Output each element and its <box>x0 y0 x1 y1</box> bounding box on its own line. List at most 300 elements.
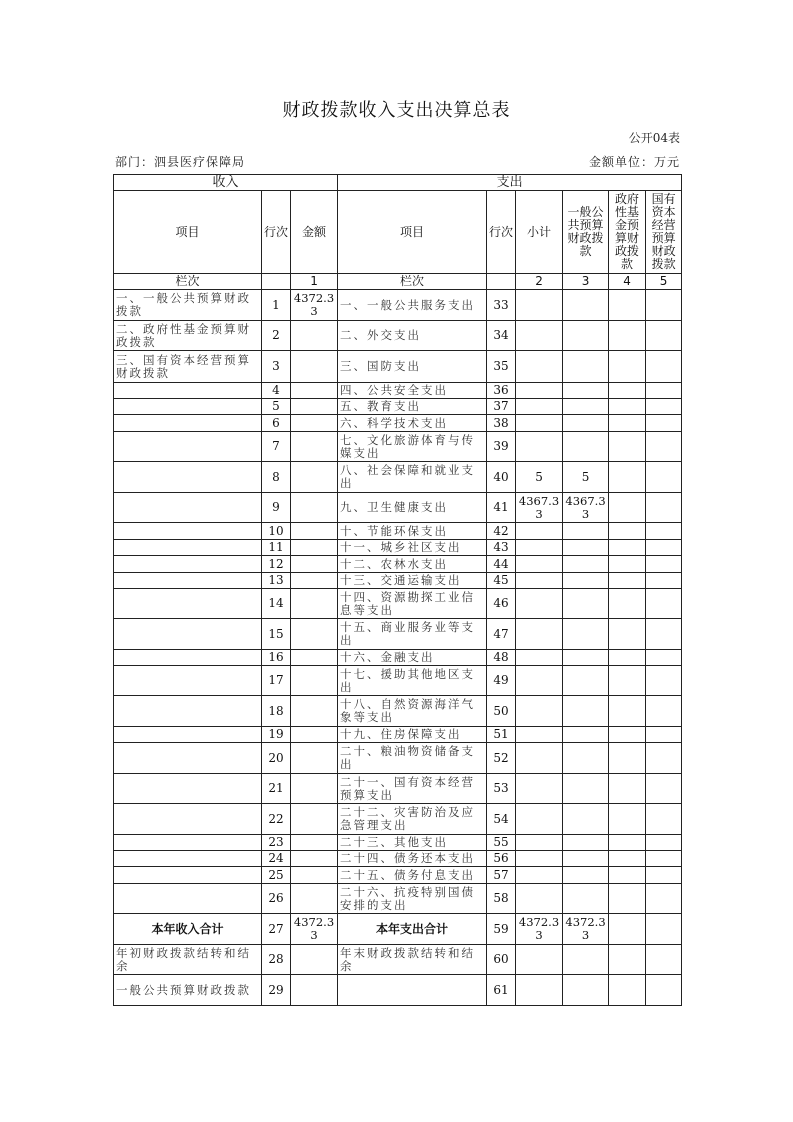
income-item-cell <box>114 867 262 884</box>
subtotal-cell <box>516 351 563 383</box>
subtotal-cell <box>516 835 563 851</box>
income-line-cell: 1 <box>262 290 291 321</box>
income-line-cell: 11 <box>262 540 291 556</box>
income-item-cell <box>114 884 262 914</box>
general-budget-cell <box>563 867 609 884</box>
gov-fund-cell <box>609 743 646 774</box>
general-budget-cell <box>563 556 609 573</box>
subtotal-cell <box>516 696 563 727</box>
income-amount-cell <box>291 884 338 914</box>
subtotal-cell <box>516 867 563 884</box>
gov-fund-cell <box>609 666 646 696</box>
income-line-cell: 26 <box>262 884 291 914</box>
state-capital-cell <box>646 743 682 774</box>
table-row <box>114 696 682 727</box>
state-capital-cell <box>646 945 682 975</box>
expense-item-cell: 五、教育支出 <box>338 399 487 415</box>
unit-label: 金额单位：万元 <box>588 155 680 169</box>
expense-item-cell: 二十三、其他支出 <box>338 835 487 851</box>
expense-item-cell: 三、国防支出 <box>338 351 487 383</box>
income-item-cell <box>114 493 262 523</box>
subtotal-cell <box>516 589 563 619</box>
income-amount-cell <box>291 804 338 835</box>
table-row <box>114 540 682 556</box>
table-row <box>114 914 682 945</box>
expense-line-cell: 51 <box>487 727 516 743</box>
state-capital-cell <box>646 493 682 523</box>
income-amount-cell <box>291 727 338 743</box>
subtotal-cell <box>516 432 563 462</box>
expense-item-cell: 十四、资源勘探工业信息等支出 <box>338 589 487 619</box>
income-line-cell: 7 <box>262 432 291 462</box>
general-budget-cell <box>563 589 609 619</box>
expense-line-cell: 35 <box>487 351 516 383</box>
expense-item-cell: 六、科学技术支出 <box>338 415 487 432</box>
income-amount-cell <box>291 835 338 851</box>
state-capital-cell <box>646 399 682 415</box>
expense-item-cell: 十六、金融支出 <box>338 650 487 666</box>
income-group-header: 收入 <box>114 175 338 191</box>
expense-item-cell: 二十四、债务还本支出 <box>338 851 487 867</box>
income-amount-cell <box>291 867 338 884</box>
gov-fund-cell <box>609 573 646 589</box>
table-row <box>114 835 682 851</box>
table-row <box>114 945 682 975</box>
income-line-cell: 15 <box>262 619 291 650</box>
general-budget-cell <box>563 945 609 975</box>
general-budget-cell <box>563 650 609 666</box>
income-line-cell: 24 <box>262 851 291 867</box>
expense-line-cell: 52 <box>487 743 516 774</box>
general-budget-cell <box>563 774 609 804</box>
page-title: 财政拨款收入支出决算总表 <box>282 100 511 121</box>
gov-fund-cell <box>609 914 646 945</box>
income-amount-cell <box>291 432 338 462</box>
general-budget-cell <box>563 804 609 835</box>
col-num-2: 2 <box>516 274 563 290</box>
gov-fund-cell <box>609 727 646 743</box>
expense-line-cell: 57 <box>487 867 516 884</box>
expense-item-cell: 四、公共安全支出 <box>338 383 487 399</box>
state-capital-cell <box>646 914 682 945</box>
expense-item-cell: 十三、交通运输支出 <box>338 573 487 589</box>
general-budget-header: 一般公共预算财政拨款 <box>563 191 609 274</box>
table-row <box>114 666 682 696</box>
state-capital-cell <box>646 975 682 1006</box>
income-item-cell <box>114 696 262 727</box>
state-capital-cell <box>646 351 682 383</box>
income-line-cell: 22 <box>262 804 291 835</box>
gov-fund-cell <box>609 290 646 321</box>
gov-fund-cell <box>609 867 646 884</box>
subtotal-cell <box>516 540 563 556</box>
gov-fund-cell <box>609 945 646 975</box>
general-budget-cell <box>563 851 609 867</box>
expense-line-cell: 55 <box>487 835 516 851</box>
income-amount-cell <box>291 743 338 774</box>
income-amount-cell <box>291 619 338 650</box>
state-capital-cell <box>646 804 682 835</box>
income-item-cell <box>114 399 262 415</box>
expense-line-cell: 44 <box>487 556 516 573</box>
general-budget-cell <box>563 835 609 851</box>
col-num-3: 3 <box>563 274 609 290</box>
table-row <box>114 383 682 399</box>
state-capital-header: 国有资本经营预算财政拨款 <box>646 191 682 274</box>
empty-cell <box>262 274 291 290</box>
income-line-header: 行次 <box>262 191 291 274</box>
subtotal-cell <box>516 290 563 321</box>
expense-item-cell: 九、卫生健康支出 <box>338 493 487 523</box>
table-row <box>114 462 682 493</box>
expense-group-header: 支出 <box>338 175 682 191</box>
subtotal-cell <box>516 774 563 804</box>
col-num-4: 4 <box>609 274 646 290</box>
col-num-1: 1 <box>291 274 338 290</box>
table-row <box>114 556 682 573</box>
income-item-cell: 三、国有资本经营预算财政拨款 <box>114 351 262 383</box>
expense-item-cell: 八、社会保障和就业支出 <box>338 462 487 493</box>
income-line-cell: 10 <box>262 523 291 540</box>
income-item-cell <box>114 851 262 867</box>
expense-item-cell: 二十一、国有资本经营预算支出 <box>338 774 487 804</box>
gov-fund-cell <box>609 556 646 573</box>
income-line-cell: 20 <box>262 743 291 774</box>
state-capital-cell <box>646 540 682 556</box>
income-line-cell: 23 <box>262 835 291 851</box>
expense-item-cell: 十二、农林水支出 <box>338 556 487 573</box>
income-line-cell: 9 <box>262 493 291 523</box>
income-item-cell <box>114 666 262 696</box>
general-budget-cell <box>563 619 609 650</box>
income-line-cell: 8 <box>262 462 291 493</box>
subtotal-cell <box>516 975 563 1006</box>
income-amount-cell <box>291 351 338 383</box>
income-item-header: 项目 <box>114 191 262 274</box>
income-amount-cell <box>291 493 338 523</box>
expense-item-cell: 十五、商业服务业等支出 <box>338 619 487 650</box>
expense-line-cell: 56 <box>487 851 516 867</box>
expense-line-cell: 59 <box>487 914 516 945</box>
gov-fund-cell <box>609 774 646 804</box>
gov-fund-cell <box>609 351 646 383</box>
income-line-cell: 6 <box>262 415 291 432</box>
expense-item-cell: 二十、粮油物资储备支出 <box>338 743 487 774</box>
income-amount-cell <box>291 556 338 573</box>
income-item-cell <box>114 540 262 556</box>
general-budget-cell <box>563 523 609 540</box>
income-item-cell <box>114 573 262 589</box>
state-capital-cell <box>646 619 682 650</box>
state-capital-cell <box>646 573 682 589</box>
income-line-cell: 28 <box>262 945 291 975</box>
expense-line-cell: 53 <box>487 774 516 804</box>
table-row <box>114 975 682 1006</box>
column-number-row <box>114 274 682 290</box>
general-budget-cell: 4372.33 <box>563 914 609 945</box>
group-header-row <box>114 175 682 191</box>
expense-line-cell: 38 <box>487 415 516 432</box>
expense-item-cell <box>338 975 487 1006</box>
subtotal-cell <box>516 945 563 975</box>
income-line-cell: 13 <box>262 573 291 589</box>
general-budget-cell <box>563 383 609 399</box>
subtotal-cell <box>516 556 563 573</box>
expense-line-cell: 43 <box>487 540 516 556</box>
form-number: 公开04表 <box>628 131 680 145</box>
income-item-cell: 本年收入合计 <box>114 914 262 945</box>
expense-item-cell: 二十二、灾害防治及应急管理支出 <box>338 804 487 835</box>
gov-fund-cell <box>609 696 646 727</box>
income-line-cell: 12 <box>262 556 291 573</box>
gov-fund-cell <box>609 415 646 432</box>
income-line-cell: 16 <box>262 650 291 666</box>
gov-fund-cell <box>609 432 646 462</box>
expense-line-cell: 48 <box>487 650 516 666</box>
subtotal-header: 小计 <box>516 191 563 274</box>
expense-line-header: 行次 <box>487 191 516 274</box>
income-amount-cell <box>291 666 338 696</box>
income-line-cell: 5 <box>262 399 291 415</box>
income-item-cell <box>114 727 262 743</box>
income-item-cell <box>114 383 262 399</box>
gov-fund-cell <box>609 399 646 415</box>
income-item-cell <box>114 589 262 619</box>
general-budget-cell <box>563 321 609 351</box>
subtotal-cell <box>516 383 563 399</box>
income-item-cell: 一、一般公共预算财政拨款 <box>114 290 262 321</box>
state-capital-cell <box>646 556 682 573</box>
table-row <box>114 867 682 884</box>
general-budget-cell <box>563 432 609 462</box>
income-item-cell <box>114 619 262 650</box>
subtotal-cell <box>516 743 563 774</box>
income-amount-cell <box>291 975 338 1006</box>
income-line-cell: 4 <box>262 383 291 399</box>
expense-line-cell: 36 <box>487 383 516 399</box>
expense-line-cell: 40 <box>487 462 516 493</box>
expense-item-cell: 十一、城乡社区支出 <box>338 540 487 556</box>
table-row <box>114 884 682 914</box>
income-amount-cell <box>291 383 338 399</box>
state-capital-cell <box>646 523 682 540</box>
state-capital-cell <box>646 462 682 493</box>
subtotal-cell <box>516 727 563 743</box>
subtotal-cell <box>516 650 563 666</box>
budget-summary-table <box>113 174 682 1006</box>
table-row <box>114 321 682 351</box>
general-budget-cell <box>563 727 609 743</box>
general-budget-cell <box>563 884 609 914</box>
expense-line-cell: 49 <box>487 666 516 696</box>
general-budget-cell <box>563 351 609 383</box>
income-line-cell: 29 <box>262 975 291 1006</box>
gov-fund-cell <box>609 835 646 851</box>
income-amount-cell: 4372.33 <box>291 914 338 945</box>
income-item-cell: 一般公共预算财政拨款 <box>114 975 262 1006</box>
income-item-cell <box>114 432 262 462</box>
subtotal-cell <box>516 321 563 351</box>
expense-line-cell: 42 <box>487 523 516 540</box>
column-header-row <box>114 191 682 274</box>
expense-item-cell: 七、文化旅游体育与传媒支出 <box>338 432 487 462</box>
income-amount-cell: 4372.33 <box>291 290 338 321</box>
income-amount-cell <box>291 415 338 432</box>
income-amount-cell <box>291 650 338 666</box>
gov-fund-cell <box>609 619 646 650</box>
gov-fund-cell <box>609 851 646 867</box>
income-line-cell: 17 <box>262 666 291 696</box>
income-line-cell: 19 <box>262 727 291 743</box>
table-row <box>114 523 682 540</box>
income-amount-cell <box>291 573 338 589</box>
state-capital-cell <box>646 589 682 619</box>
income-item-cell <box>114 804 262 835</box>
income-item-cell: 年初财政拨款结转和结余 <box>114 945 262 975</box>
table-row <box>114 399 682 415</box>
expense-item-cell: 十八、自然资源海洋气象等支出 <box>338 696 487 727</box>
expense-line-cell: 37 <box>487 399 516 415</box>
state-capital-cell <box>646 383 682 399</box>
subtotal-cell <box>516 573 563 589</box>
table-row <box>114 290 682 321</box>
expense-line-cell: 47 <box>487 619 516 650</box>
expense-item-cell: 年末财政拨款结转和结余 <box>338 945 487 975</box>
expense-item-cell: 本年支出合计 <box>338 914 487 945</box>
expense-item-cell: 十七、援助其他地区支出 <box>338 666 487 696</box>
state-capital-cell <box>646 774 682 804</box>
income-amount-cell <box>291 540 338 556</box>
subtotal-cell <box>516 851 563 867</box>
expense-item-cell: 一、一般公共服务支出 <box>338 290 487 321</box>
general-budget-cell <box>563 415 609 432</box>
subtotal-cell <box>516 884 563 914</box>
income-amount-cell <box>291 945 338 975</box>
income-item-cell <box>114 523 262 540</box>
general-budget-cell <box>563 666 609 696</box>
general-budget-cell <box>563 975 609 1006</box>
income-amount-cell <box>291 696 338 727</box>
state-capital-cell <box>646 867 682 884</box>
income-item-cell: 二、政府性基金预算财政拨款 <box>114 321 262 351</box>
expense-line-cell: 60 <box>487 945 516 975</box>
income-line-cell: 21 <box>262 774 291 804</box>
state-capital-cell <box>646 851 682 867</box>
subtotal-cell <box>516 415 563 432</box>
expense-line-cell: 46 <box>487 589 516 619</box>
general-budget-cell <box>563 573 609 589</box>
general-budget-cell <box>563 743 609 774</box>
table-row <box>114 351 682 383</box>
table-row <box>114 804 682 835</box>
state-capital-cell <box>646 321 682 351</box>
table-row <box>114 743 682 774</box>
income-amount-cell <box>291 589 338 619</box>
state-capital-cell <box>646 696 682 727</box>
state-capital-cell <box>646 290 682 321</box>
table-row <box>114 432 682 462</box>
state-capital-cell <box>646 415 682 432</box>
expense-item-cell: 十九、住房保障支出 <box>338 727 487 743</box>
gov-fund-cell <box>609 589 646 619</box>
expense-item-cell: 二十六、抗疫特别国债安排的支出 <box>338 884 487 914</box>
department-label: 部门：泗县医疗保障局 <box>115 155 246 169</box>
table-row <box>114 415 682 432</box>
general-budget-cell <box>563 290 609 321</box>
state-capital-cell <box>646 650 682 666</box>
expense-col-label: 栏次 <box>338 274 487 290</box>
expense-item-header: 项目 <box>338 191 487 274</box>
expense-line-cell: 41 <box>487 493 516 523</box>
table-row <box>114 851 682 867</box>
gov-fund-cell <box>609 493 646 523</box>
income-line-cell: 18 <box>262 696 291 727</box>
general-budget-cell: 5 <box>563 462 609 493</box>
income-amount-header: 金额 <box>291 191 338 274</box>
subtotal-cell: 5 <box>516 462 563 493</box>
income-item-cell <box>114 835 262 851</box>
gov-fund-cell <box>609 540 646 556</box>
income-col-label: 栏次 <box>114 274 262 290</box>
gov-fund-cell <box>609 383 646 399</box>
income-item-cell <box>114 415 262 432</box>
income-item-cell <box>114 650 262 666</box>
income-item-cell <box>114 556 262 573</box>
subtotal-cell: 4367.33 <box>516 493 563 523</box>
income-line-cell: 25 <box>262 867 291 884</box>
gov-fund-cell <box>609 321 646 351</box>
expense-item-cell: 二、外交支出 <box>338 321 487 351</box>
general-budget-cell: 4367.33 <box>563 493 609 523</box>
expense-line-cell: 58 <box>487 884 516 914</box>
income-amount-cell <box>291 399 338 415</box>
state-capital-cell <box>646 432 682 462</box>
income-item-cell <box>114 743 262 774</box>
state-capital-cell <box>646 884 682 914</box>
income-item-cell <box>114 462 262 493</box>
gov-fund-cell <box>609 804 646 835</box>
general-budget-cell <box>563 696 609 727</box>
table-row <box>114 774 682 804</box>
table-row <box>114 619 682 650</box>
expense-line-cell: 61 <box>487 975 516 1006</box>
table-row <box>114 727 682 743</box>
income-line-cell: 14 <box>262 589 291 619</box>
col-num-5: 5 <box>646 274 682 290</box>
expense-item-cell: 二十五、债务付息支出 <box>338 867 487 884</box>
general-budget-cell <box>563 540 609 556</box>
subtotal-cell <box>516 619 563 650</box>
state-capital-cell <box>646 666 682 696</box>
subtotal-cell <box>516 399 563 415</box>
income-amount-cell <box>291 851 338 867</box>
state-capital-cell <box>646 727 682 743</box>
table-row <box>114 650 682 666</box>
subtotal-cell: 4372.33 <box>516 914 563 945</box>
income-line-cell: 2 <box>262 321 291 351</box>
subtotal-cell <box>516 523 563 540</box>
income-amount-cell <box>291 321 338 351</box>
subtotal-cell <box>516 804 563 835</box>
table-row <box>114 493 682 523</box>
state-capital-cell <box>646 835 682 851</box>
income-amount-cell <box>291 523 338 540</box>
empty-cell <box>487 274 516 290</box>
expense-item-cell: 十、节能环保支出 <box>338 523 487 540</box>
income-item-cell <box>114 774 262 804</box>
expense-line-cell: 34 <box>487 321 516 351</box>
expense-line-cell: 33 <box>487 290 516 321</box>
